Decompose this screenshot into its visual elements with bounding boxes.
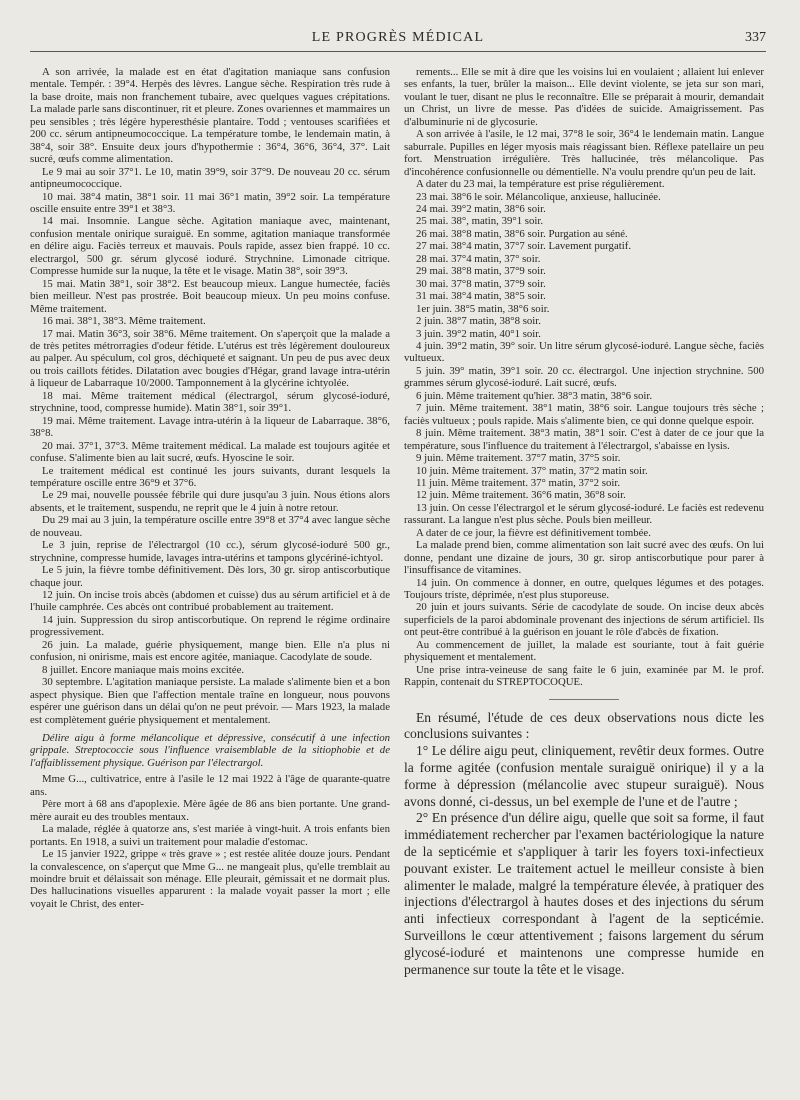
paragraph: Du 29 mai au 3 juin, la température oscille entre 39°8 et 37°4 avec langue sèche de nouveau. <box>30 514 390 539</box>
paragraph: 10 mai. 38°4 matin, 38°1 soir. 11 mai 36°1 matin, 39°2 soir. La température oscille ensuite entre 39°1 et 38°3. <box>30 190 390 215</box>
header-rule <box>30 51 766 52</box>
paragraph: Le traitement médical est continué les jours suivants, durant lesquels la température oscille entre 36°9 et 37°6. <box>30 464 390 489</box>
paragraph: rements... Elle se mit à dire que les voisins lui en voulaient ; allaient lui enlever ses enfants, la tuer, brûler la maison... Elle devint violente, se jeta sur son mari, voulant le tuer, disant ne plus le reconnaître. Elle se préparait à mourir, demandait un Christ, un livre de messe. Pas d'idées de suicide. Amaigrissement. Pas d'albuminurie ni de glycosurie. <box>404 66 764 128</box>
paragraph: 14 mai. Insomnie. Langue sèche. Agitation maniaque avec, maintenant, confusion mentale onirique suraiguë. En somme, agitation maniaque transformée en délire aigu. Faciès terreux et mauvais. Pouls rapide, assez bien frappé. 10 cc. electrargol, 500 gr. sérum glycosé ioduré. Strychnine. Limonade citrique. Compresse humide sur la nuque, la tête et le visage. Matin 38°, soir 39°3. <box>30 215 390 278</box>
case-paragraph: La malade, réglée à quatorze ans, s'est mariée à vingt-huit. A trois enfants bien portants. En 1918, a suivi un traitement pour maladie d'estomac. <box>30 823 390 848</box>
case-title: Délire aigu à forme mélancolique et dépressive, consécutif à une infection grippale. Streptococcie sous l'influence vraisemblable de la sitiophobie et de l'affaiblissement physique. Guérison par l'électrargol. <box>30 732 390 769</box>
right-column-paragraphs <box>404 66 764 689</box>
paragraph: 18 mai. Même traitement médical (électrargol, sérum glycosé-ioduré, strychnine, tood, compresse humide). Matin 38°1, soir 39°1. <box>30 389 390 415</box>
paragraph: 1er juin. 38°5 matin, 38°6 soir. <box>416 302 550 315</box>
paragraph: 27 mai. 38°4 matin, 37°7 soir. Lavement purgatif. <box>416 240 632 253</box>
left-column-paragraphs <box>30 66 390 726</box>
paragraph: 8 juillet. Encore maniaque mais moins excitée. <box>42 663 245 676</box>
paragraph: 20 juin et jours suivants. Série de cacodylate de soude. On incise deux abcès superficiels de la paroi abdominale provenant des injections de sérum artificiel. Ils ont peut-être contribué à la guérison en jouant le rôle d'abcès de fixation. <box>404 601 764 639</box>
paragraph: 3 juin. 39°2 matin, 40°1 soir. <box>416 327 542 340</box>
paragraph: Le 9 mai au soir 37°1. Le 10, matin 39°9, soir 37°9. De nouveau 20 cc. sérum antipneumococcique. <box>30 165 390 191</box>
paragraph: Au commencement de juillet, la malade est souriante, tout à fait guérie physiquement et mentalement. <box>404 638 764 664</box>
section-divider <box>549 699 619 700</box>
case-paragraphs <box>30 773 390 910</box>
paragraph: 16 mai. 38°1, 38°3. Même traitement. <box>42 315 206 328</box>
paragraph: 30 mai. 37°8 matin, 37°9 soir. <box>416 277 546 290</box>
paragraph: 9 juin. Même traitement. 37°7 matin, 37°5 soir. <box>416 452 621 465</box>
paragraph: 7 juin. Même traitement. 38°1 matin, 38°6 soir. Langue toujours très sèche ; faciès vultueux ; pouls rapide. Mais s'alimente bien, ce qui donne quelque espoir. <box>404 402 764 427</box>
paragraph: 2 juin. 38°7 matin, 38°8 soir. <box>416 315 542 328</box>
paragraph: 12 juin. Même traitement. 36°6 matin, 36°8 soir. <box>416 489 626 502</box>
running-title: LE PROGRÈS MÉDICAL <box>311 30 485 45</box>
case-paragraph: Père mort à 68 ans d'apoplexie. Mère âgée de 86 ans bien portante. Une grand-mère aurait eu des troubles mentaux. <box>30 798 390 823</box>
paragraph: 31 mai. 38°4 matin, 38°5 soir. <box>416 290 546 303</box>
paragraph: Une prise intra-veineuse de sang faite le 6 juin, examinée par M. le prof. Rappin, contenait du STREPTOCOQUE. <box>404 663 764 689</box>
paragraph: 26 juin. La malade, guérie physiquement, mange bien. Elle n'a plus ni confusion, ni onirisme, mais est encore agitée, maniaque. Cacodylate de soude. <box>30 638 390 664</box>
paragraph: 10 juin. Même traitement. 37° matin, 37°2 matin soir. <box>416 464 648 477</box>
paragraph: 4 juin. 39°2 matin, 39° soir. Un litre sérum glycosé-ioduré. Langue sèche, faciès vultueux. <box>404 339 764 365</box>
summary-paragraph: 2° En présence d'un délire aigu, quelle que soit sa forme, il faut immédiatement rechercher par l'examen bactériologique la nature de la septicémie et s'appliquer à tarir les foyers toxi-infectieux pouvant exister. Le traitement actuel le meilleur consiste à bien alimenter le malade, malgré la température élevée, à pratiquer des injections d'électrargol à hautes doses et des injections du sérum anti infectieux correspondant à l'agent de la septicémie. Surveillons le cœur attentivement ; faisons largement du sérum glycosé-ioduré et maintenons une compresse humide en permanence sur toute la tête et le visage. <box>404 810 764 977</box>
right-column <box>404 66 764 978</box>
paragraph: Le 3 juin, reprise de l'électrargol (10 cc.), sérum glycosé-ioduré 500 gr., strychnine, compresse humide, lavages intra-utérins et tampons glycériné-ichtyol. <box>30 539 390 564</box>
paragraph: 23 mai. 38°6 le soir. Mélancolique, anxieuse, hallucinée. <box>416 190 661 203</box>
two-column-body <box>30 66 766 978</box>
paragraph: 28 mai. 37°4 matin, 37° soir. <box>416 252 541 265</box>
paragraph: A dater du 23 mai, la température est prise régulièrement. <box>416 178 665 191</box>
paragraph: 30 septembre. L'agitation maniaque persiste. La malade s'alimente bien et a bon aspect physique. Bien que l'affection mentale traîne en longueur, nous pouvons espérer une guérison dans un délai qu'on ne peut prévoir. — Mars 1923, la malade est complètement guérie physiquement et mentalement. <box>30 676 390 726</box>
paragraph: 17 mai. Matin 36°3, soir 38°6. Même traitement. On s'aperçoit que la malade a de très petites métrorragies d'odeur fétide. L'utérus est très légèrement douloureux au palper. Au spéculum, col gros, déchiqueté et saignant. Un peu de pus avec deux ou trois caillots fétides. Dilatation avec bougies d'Hégar, grand lavage intra-utérin à liqueur de Labarraque 10/2000. Tamponnement à la glycérine ichtyolée. <box>30 327 390 390</box>
summary-paragraph: 1° Le délire aigu peut, cliniquement, revêtir deux formes. Outre la forme agitée (confusion mentale suraiguë onirique) il y a la forme à dépression (mélancolie avec stupeur suraiguë). Nous avons donné, ci-dessus, un bel exemple de l'une et de l'autre ; <box>404 743 764 809</box>
paragraph: 6 juin. Même traitement qu'hier. 38°3 matin, 38°6 soir. <box>416 389 653 402</box>
paragraph: 14 juin. Suppression du sirop antiscorbutique. On reprend le régime ordinaire progressivement. <box>30 613 390 639</box>
page-number: 337 <box>745 30 766 45</box>
paragraph: 20 mai. 37°1, 37°3. Même traitement médical. La malade est toujours agitée et confuse. S'alimente bien au lait sucré, œufs. Hyoscine le soir. <box>30 439 390 465</box>
paragraph: 24 mai. 39°2 matin, 38°6 soir. <box>416 202 546 215</box>
paragraph: A dater de ce jour, la fièvre est définitivement tombée. <box>416 526 651 539</box>
paragraph: Le 5 juin, la fièvre tombe définitivement. Dès lors, 30 gr. sirop antiscorbutique chaque jour. <box>30 564 390 589</box>
paragraph: A son arrivée, la malade est en état d'agitation maniaque sans confusion mentale. Tempér. : 39°4. Herpès des lèvres. Langue sèche. Respiration très rude à la base droite, mais non franchement tubaire, avec quelques vagues crépitations. La malade parle sans discontinuer, rit et pleure. Zones ovariennes et mammaires un peu sensibles ; très légère hyperesthésie plantaire. Todd ; ventouses scarifiées et 200 cc. sérum antipneumococcique. La température tombe, le lendemain matin, à 38°4, soir 38°. Ensuite deux jours d'hypothermie : 36°4, 36°6, 36°4, 37°. Lait sucré, œufs comme alimentation. <box>30 66 390 166</box>
paragraph: 26 mai. 38°8 matin, 38°6 soir. Purgation au séné. <box>416 227 628 240</box>
paragraph: 29 mai. 38°8 matin, 37°9 soir. <box>416 265 546 278</box>
page-header <box>30 26 766 54</box>
paragraph: 15 mai. Matin 38°1, soir 38°2. Est beaucoup mieux. Langue humectée, faciès bien meilleur. N'est pas prostrée. Boit beaucoup mieux. Un peu moins confuse. Même traitement. <box>30 277 390 315</box>
left-column <box>30 66 390 978</box>
summary-paragraph: En résumé, l'étude de ces deux observations nous dicte les conclusions suivantes : <box>404 709 764 742</box>
case-paragraph: Le 15 janvier 1922, grippe « très grave » ; est restée alitée douze jours. Pendant la convalescence, on s'aperçut que Mme G... ne mangeait plus, qu'elle tremblait au moindre bruit et délaissait son ménage. Elle pleurait, gémissait et ne dormait plus. Des hallucinations visuelles apparurent : la malade voyait passer la mort ; elle voyait le Christ, des enter- <box>30 848 390 910</box>
paragraph: 25 mai. 38°, matin, 39°1 soir. <box>416 215 544 228</box>
paragraph: 5 juin. 39° matin, 39°1 soir. 20 cc. électrargol. Une injection strychnine. 500 grammes sérum glycosé-ioduré. Lait sucré, œufs. <box>404 364 764 390</box>
paragraph: 19 mai. Même traitement. Lavage intra-utérin à la liqueur de Labarraque. 38°6, 38°8. <box>30 414 390 440</box>
paragraph: A son arrivée à l'asile, le 12 mai, 37°8 le soir, 36°4 le lendemain matin. Langue saburrale. Pupilles en léger myosis mais réagissant bien. Réflexe patellaire un peu fort. Menstruation irrégulière. Très hallucinée, très mélancolique. Pas d'incohérence confusionnelle ou démentielle. N'a voulu prendre qu'un peu de lait. <box>404 128 764 178</box>
paragraph: 12 juin. On incise trois abcès (abdomen et cuisse) dus au sérum artificiel et à de l'huile camphrée. Ces abcès ont contribué probablement au traitement. <box>30 589 390 614</box>
paragraph: 14 juin. On commence à donner, en outre, quelques légumes et des potages. Toujours triste, déprimée, n'est plus stuporeuse. <box>404 576 764 602</box>
case-paragraph: Mme G..., cultivatrice, entre à l'asile le 12 mai 1922 à l'âge de quarante-quatre ans. <box>30 773 390 798</box>
summary-paragraphs <box>404 710 764 979</box>
paragraph: Le 29 mai, nouvelle poussée fébrile qui dure jusqu'au 3 juin. Nous étions alors absents, et le traitement, suspendu, ne reprit que le 4 juin à notre retour. <box>30 489 390 514</box>
paragraph: 8 juin. Même traitement. 38°3 matin, 38°1 soir. C'est à dater de ce jour que la température, sous l'influence du traitement à l'électrargol, s'abaisse en lysis. <box>404 427 764 452</box>
paragraph: 13 juin. On cesse l'électrargol et le sérum glycosé-ioduré. Le faciès est redevenu rassurant. La langue n'est plus sèche. Pouls bien meilleur. <box>404 501 764 527</box>
paragraph: 11 juin. Même traitement. 37° matin, 37°2 soir. <box>416 476 621 489</box>
paragraph: La malade prend bien, comme alimentation son lait sucré avec des œufs. On lui donne, pendant une dizaine de jours, 30 gr. sirop antiscorbutique pour parer à l'insuffisance de vitamines. <box>404 539 764 577</box>
